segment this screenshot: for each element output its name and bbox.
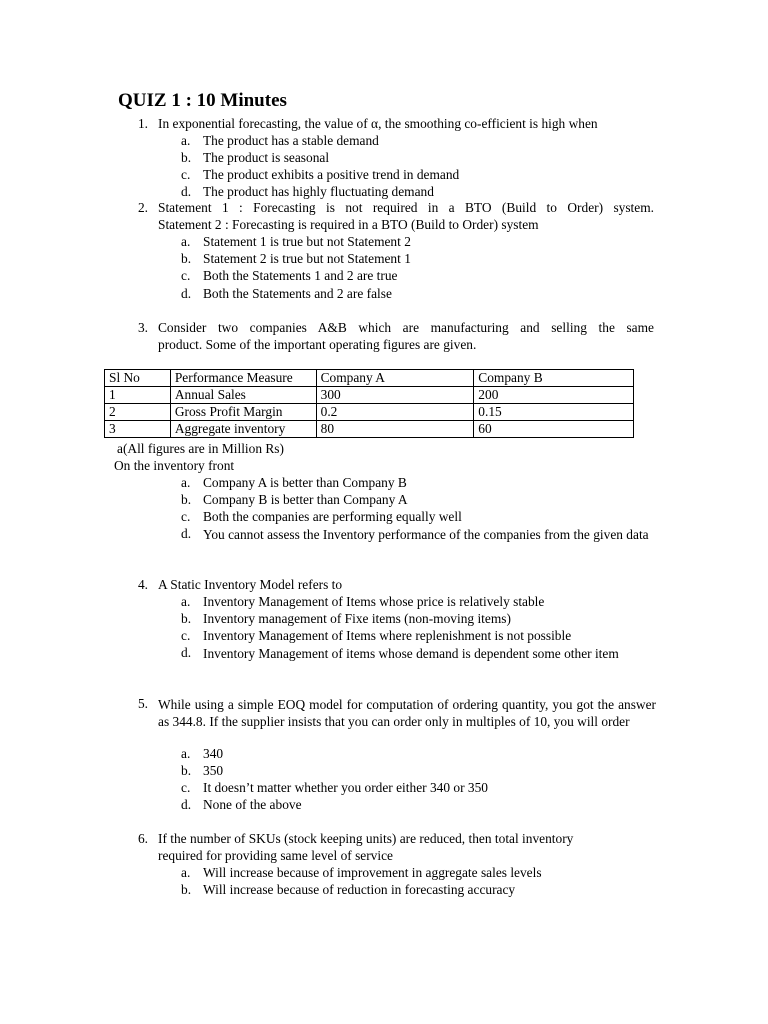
table-cell: 300 <box>316 387 474 404</box>
question-number: 5. <box>137 696 148 711</box>
question-text: While using a simple EOQ model for computation of ordering quantity, you got the answer as 344.8. If the supplier insists that you can order only in multiples of 10, you will order <box>158 697 656 729</box>
option-letter: c. <box>181 628 191 643</box>
option-text: Both the companies are performing equally well <box>203 509 462 524</box>
option-text: Will increase because of improvement in aggregate sales levels <box>203 865 542 880</box>
option-text: Inventory Management of items whose demand is dependent some other item <box>203 646 619 661</box>
option-text: Statement 2 is true but not Statement 1 <box>203 251 411 266</box>
question-number: 1. <box>137 116 148 131</box>
option-letter: a. <box>181 133 191 148</box>
option-letter: a. <box>181 594 191 609</box>
option-text: The product is seasonal <box>203 150 330 165</box>
option-letter: b. <box>181 763 192 778</box>
option-letter: d. <box>181 645 192 660</box>
option-letter: a. <box>181 746 191 761</box>
table-cell: Annual Sales <box>170 387 316 404</box>
option-text: 350 <box>203 763 224 778</box>
option-text: Statement 1 is true but not Statement 2 <box>203 234 411 249</box>
option-letter: b. <box>181 492 192 507</box>
table-row <box>105 421 634 438</box>
option-letter: d. <box>181 526 192 541</box>
option-letter: c. <box>181 268 191 283</box>
performance-table <box>104 369 634 438</box>
page-title: QUIZ 1 : 10 Minutes <box>118 90 287 111</box>
question-number: 6. <box>137 831 148 846</box>
question-text: A Static Inventory Model refers to <box>158 577 343 592</box>
option-text: Inventory management of Fixe items (non-moving items) <box>203 611 511 626</box>
option-letter: b. <box>181 882 192 897</box>
option-text: Company B is better than Company A <box>203 492 408 507</box>
table-cell: 0.15 <box>474 404 634 421</box>
option-text: Inventory Management of Items whose price is relatively stable <box>203 594 545 609</box>
table-header: Sl No <box>105 370 171 387</box>
option-text: Inventory Management of Items where replenishment is not possible <box>203 628 572 643</box>
option-letter: a. <box>181 234 191 249</box>
option-text: Both the Statements 1 and 2 are true <box>203 268 398 283</box>
option-text: Company A is better than Company B <box>203 475 407 490</box>
table-header-row <box>105 370 634 387</box>
table-cell: 3 <box>105 421 171 438</box>
table-cell: 200 <box>474 387 634 404</box>
table-cell: 0.2 <box>316 404 474 421</box>
option-text: 340 <box>203 746 224 761</box>
option-letter: d. <box>181 286 192 301</box>
question-text-cont: product. Some of the important operating figures are given. <box>158 337 477 352</box>
option-text: Will increase because of reduction in forecasting accuracy <box>203 882 516 897</box>
statement-2: Statement 2 : Forecasting is required in a BTO (Build to Order) system <box>158 217 539 232</box>
option-text: Both the Statements and 2 are false <box>203 286 392 301</box>
question-number: 4. <box>137 577 148 592</box>
option-letter: b. <box>181 150 192 165</box>
option-letter: d. <box>181 184 192 199</box>
option-letter: c. <box>181 780 191 795</box>
question-text: If the number of SKUs (stock keeping units) are reduced, then total inventory <box>158 831 574 846</box>
option-text: You cannot assess the Inventory performance of the companies from the given data <box>203 527 649 542</box>
table-cell: 80 <box>316 421 474 438</box>
option-letter: a. <box>181 475 191 490</box>
table-row <box>105 387 634 404</box>
table-header: Performance Measure <box>170 370 316 387</box>
option-text: The product exhibits a positive trend in demand <box>203 167 460 182</box>
question-text: In exponential forecasting, the value of α, the smoothing co-efficient is high when <box>158 116 598 131</box>
table-cell: 60 <box>474 421 634 438</box>
option-letter: b. <box>181 611 192 626</box>
option-text: The product has a stable demand <box>203 133 379 148</box>
table-cell: Aggregate inventory <box>170 421 316 438</box>
option-letter: c. <box>181 509 191 524</box>
option-text: It doesn’t matter whether you order either 340 or 350 <box>203 780 488 795</box>
question-number: 3. <box>137 320 148 335</box>
option-letter: a. <box>181 865 191 880</box>
option-letter: d. <box>181 797 192 812</box>
statement-1: Statement 1 : Forecasting is not required in a BTO (Build to Order) system. <box>158 200 654 215</box>
question-number: 2. <box>137 200 148 215</box>
question-text-cont: required for providing same level of service <box>158 848 393 863</box>
table-header: Company B <box>474 370 634 387</box>
question-text: Consider two companies A&B which are manufacturing and selling the same <box>158 320 654 335</box>
table-cell: Gross Profit Margin <box>170 404 316 421</box>
question-lead: On the inventory front <box>114 458 235 473</box>
table-note: a(All figures are in Million Rs) <box>117 441 284 456</box>
table-cell: 2 <box>105 404 171 421</box>
option-text: The product has highly fluctuating demand <box>203 184 434 199</box>
option-letter: b. <box>181 251 192 266</box>
table-row <box>105 404 634 421</box>
table-cell: 1 <box>105 387 171 404</box>
option-letter: c. <box>181 167 191 182</box>
table-header: Company A <box>316 370 474 387</box>
option-text: None of the above <box>203 797 302 812</box>
